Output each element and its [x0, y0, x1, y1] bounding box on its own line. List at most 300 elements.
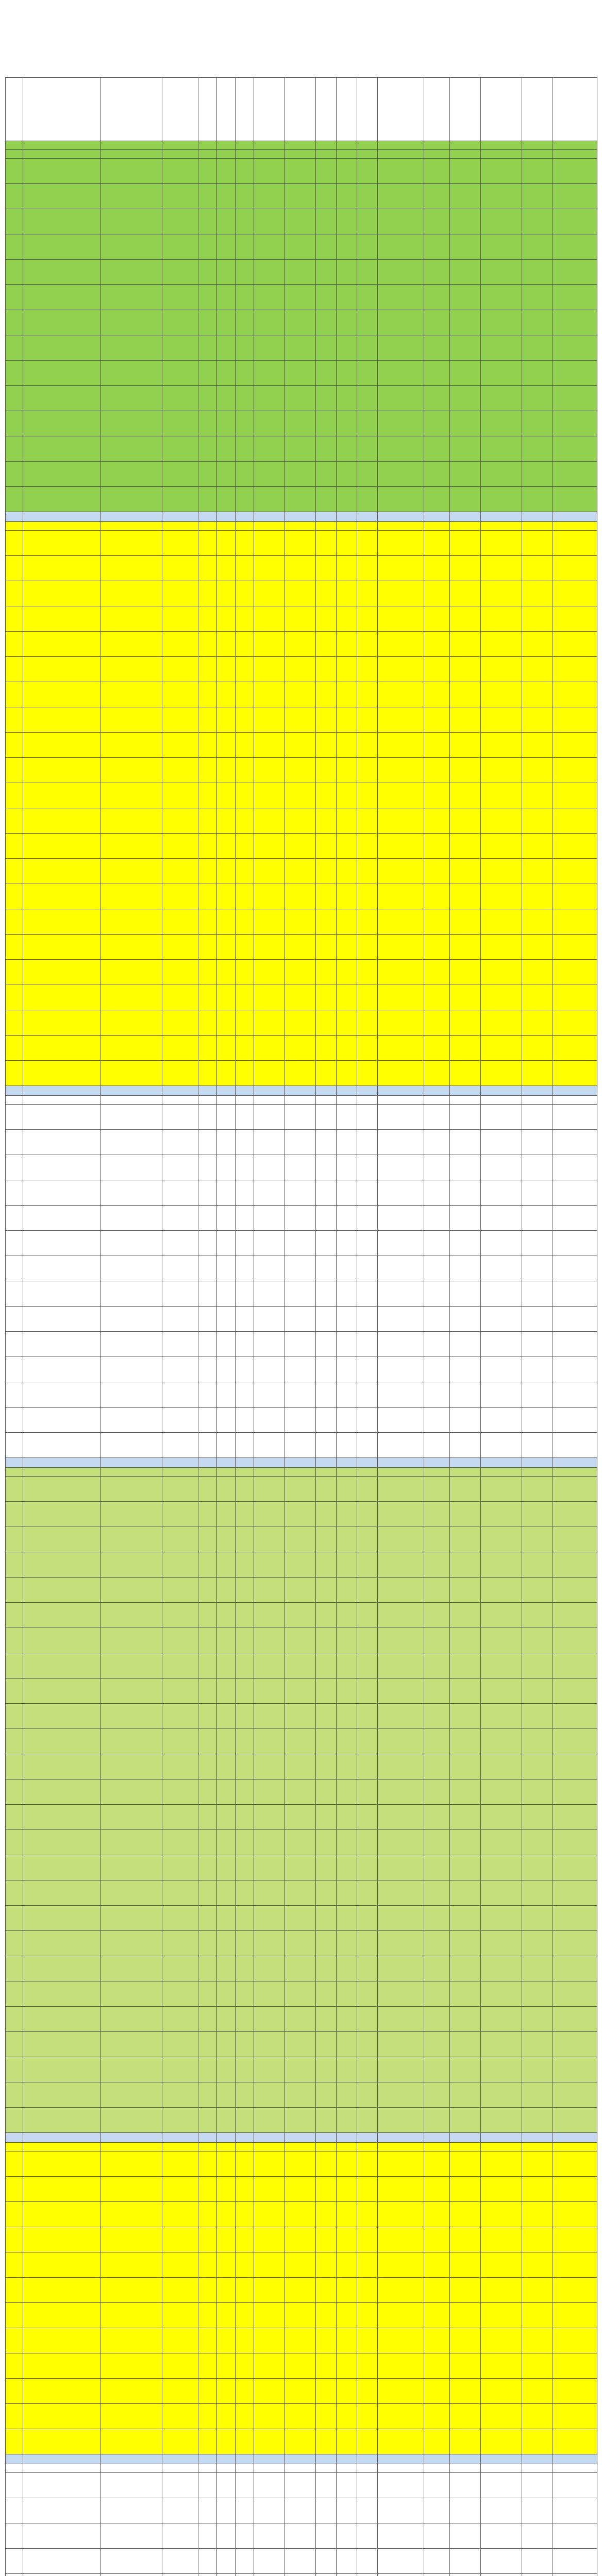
table-cell [162, 632, 198, 657]
table-cell [357, 960, 378, 985]
table-cell [450, 411, 481, 436]
table-cell [285, 2108, 316, 2133]
table-cell [424, 985, 450, 1010]
table-cell [162, 1931, 198, 1956]
table-cell [285, 2007, 316, 2032]
table-cell [6, 1281, 23, 1307]
table-cell [357, 2454, 378, 2464]
table-row [6, 657, 597, 682]
table-cell [6, 1679, 23, 1704]
table-cell [316, 2252, 337, 2278]
table-cell [357, 1729, 378, 1754]
table-cell [285, 1552, 316, 1578]
table-cell [101, 632, 162, 657]
table-cell [6, 1155, 23, 1180]
table-cell [254, 1281, 285, 1307]
table-cell [217, 1332, 236, 1357]
table-cell [424, 2464, 450, 2473]
report-title-line-3 [5, 19, 597, 26]
table-cell [522, 2143, 553, 2151]
table-cell [450, 1477, 481, 1502]
table-cell [337, 522, 357, 531]
table-cell [6, 1130, 23, 1155]
table-cell [6, 2278, 23, 2303]
table-cell [481, 2549, 522, 2574]
table-cell [285, 657, 316, 682]
table-cell [217, 2108, 236, 2133]
table-cell [424, 1281, 450, 1307]
table-cell [236, 1880, 254, 1906]
table-cell [481, 556, 522, 581]
table-cell [378, 2379, 424, 2404]
table-cell [254, 1830, 285, 1855]
table-cell [23, 1956, 101, 1981]
table-cell [6, 1502, 23, 1527]
table-cell [285, 436, 316, 462]
table-cell [198, 1332, 217, 1357]
table-cell [217, 1477, 236, 1502]
table-cell [23, 1206, 101, 1231]
table-cell [101, 1382, 162, 1408]
table-cell [316, 2473, 337, 2498]
table-cell [254, 1256, 285, 1281]
table-cell [198, 2353, 217, 2379]
table-cell [357, 2574, 378, 2576]
table-cell [450, 2454, 481, 2464]
table-cell [522, 522, 553, 531]
table-cell [316, 2574, 337, 2576]
table-cell [217, 1231, 236, 1256]
table-cell [378, 411, 424, 436]
table-cell [236, 1256, 254, 1281]
table-cell [254, 512, 285, 522]
table-cell [553, 1628, 597, 1653]
table-cell [162, 2278, 198, 2303]
table-cell [236, 2108, 254, 2133]
table-cell [6, 1653, 23, 1679]
table-cell [285, 733, 316, 758]
table-cell [316, 1880, 337, 1906]
table-cell [101, 487, 162, 512]
table-cell [101, 581, 162, 606]
table-cell [357, 1552, 378, 1578]
table-cell [316, 657, 337, 682]
table-cell [481, 234, 522, 260]
table-cell [553, 1281, 597, 1307]
table-cell [378, 1408, 424, 1433]
table-cell [6, 2303, 23, 2328]
table-cell [316, 260, 337, 285]
table-cell [522, 1130, 553, 1155]
table-cell [481, 2202, 522, 2227]
table-cell [337, 2177, 357, 2202]
table-row [6, 1231, 597, 1256]
table-cell [357, 310, 378, 335]
table-cell [254, 361, 285, 386]
table-cell [254, 2454, 285, 2464]
table-cell [481, 1096, 522, 1105]
table-cell [6, 1036, 23, 1061]
table-cell [198, 2007, 217, 2032]
table-cell [23, 1830, 101, 1855]
table-cell [424, 1628, 450, 1653]
table-cell [424, 386, 450, 411]
table-cell [101, 1578, 162, 1603]
table-cell [481, 2328, 522, 2353]
table-row [6, 2404, 597, 2429]
table-cell [217, 2133, 236, 2143]
table-cell [162, 260, 198, 285]
table-cell [481, 512, 522, 522]
table-cell [254, 2007, 285, 2032]
table-cell [357, 808, 378, 834]
table-cell [378, 581, 424, 606]
table-cell [101, 2151, 162, 2177]
table-cell [337, 1307, 357, 1332]
table-cell [162, 1552, 198, 1578]
table-cell [337, 707, 357, 733]
table-cell [522, 361, 553, 386]
table-cell [198, 1357, 217, 1382]
table-cell [101, 1805, 162, 1830]
table-cell [450, 522, 481, 531]
table-cell [217, 1155, 236, 1180]
table-cell [6, 1206, 23, 1231]
table-cell [23, 606, 101, 632]
table-cell [357, 1096, 378, 1105]
table-cell [337, 1332, 357, 1357]
table-cell [198, 411, 217, 436]
table-cell [23, 1603, 101, 1628]
table-cell [337, 1061, 357, 1086]
table-cell [378, 556, 424, 581]
table-cell [357, 1458, 378, 1468]
table-cell [254, 758, 285, 783]
table-cell [337, 2082, 357, 2108]
table-cell [424, 1408, 450, 1433]
table-cell [236, 1206, 254, 1231]
table-cell [522, 512, 553, 522]
table-cell [285, 2082, 316, 2108]
table-cell [217, 1931, 236, 1956]
table-cell [424, 1578, 450, 1603]
table-cell [553, 2151, 597, 2177]
table-cell [316, 1931, 337, 1956]
table-cell [198, 2057, 217, 2082]
table-cell [254, 834, 285, 859]
table-cell [378, 2082, 424, 2108]
table-cell [424, 260, 450, 285]
table-cell [198, 1130, 217, 1155]
table-cell [6, 209, 23, 234]
table-cell [522, 1096, 553, 1105]
table-cell [6, 1830, 23, 1855]
table-row [6, 159, 597, 184]
table-cell [6, 285, 23, 310]
table-cell [285, 1061, 316, 1086]
table-cell [424, 2252, 450, 2278]
table-cell [316, 2328, 337, 2353]
table-cell [101, 909, 162, 935]
table-cell [522, 1231, 553, 1256]
table-cell [254, 2303, 285, 2328]
table-cell [450, 1653, 481, 1679]
table-cell [357, 1880, 378, 1906]
table-cell [450, 783, 481, 808]
table-row [6, 1382, 597, 1408]
table-cell [198, 2328, 217, 2353]
table-cell [285, 2227, 316, 2252]
table-cell [316, 1653, 337, 1679]
table-cell [553, 150, 597, 159]
table-cell [522, 1704, 553, 1729]
table-cell [198, 234, 217, 260]
table-cell [162, 758, 198, 783]
table-cell [337, 1502, 357, 1527]
table-cell [23, 2202, 101, 2227]
table-cell [553, 2574, 597, 2576]
table-cell [450, 758, 481, 783]
table-cell [217, 859, 236, 884]
table-cell [101, 2202, 162, 2227]
table-cell [357, 1408, 378, 1433]
table-cell [236, 707, 254, 733]
table-cell [236, 285, 254, 310]
table-cell [101, 2177, 162, 2202]
table-cell [337, 2303, 357, 2328]
table-cell [357, 556, 378, 581]
column-header-row [6, 78, 597, 141]
table-cell [254, 1578, 285, 1603]
table-cell [522, 935, 553, 960]
table-row [6, 386, 597, 411]
table-cell [236, 632, 254, 657]
table-cell [101, 2464, 162, 2473]
table-cell [522, 808, 553, 834]
table-cell [481, 707, 522, 733]
table-cell [162, 335, 198, 361]
table-cell [101, 2082, 162, 2108]
table-cell [162, 2454, 198, 2464]
table-cell [217, 2523, 236, 2549]
table-cell [217, 361, 236, 386]
table-cell [553, 2057, 597, 2082]
table-cell [424, 2177, 450, 2202]
table-cell [198, 1679, 217, 1704]
table-cell [424, 1906, 450, 1931]
table-cell [316, 522, 337, 531]
table-cell [23, 2108, 101, 2133]
table-cell [553, 556, 597, 581]
table-cell [217, 960, 236, 985]
table-cell [198, 2454, 217, 2464]
table-cell [285, 234, 316, 260]
table-cell [450, 2498, 481, 2523]
table-cell [236, 2133, 254, 2143]
table-cell [522, 1408, 553, 1433]
table-cell [337, 1180, 357, 1206]
table-cell [236, 1906, 254, 1931]
table-cell [254, 1679, 285, 1704]
table-cell [198, 909, 217, 935]
table-cell [101, 1704, 162, 1729]
table-cell [316, 1468, 337, 1477]
table-row [6, 2082, 597, 2108]
table-cell [23, 859, 101, 884]
table-cell [254, 707, 285, 733]
table-cell [357, 361, 378, 386]
table-cell [378, 1653, 424, 1679]
table-cell [217, 985, 236, 1010]
table-cell [522, 556, 553, 581]
table-cell [553, 1036, 597, 1061]
table-cell [285, 1307, 316, 1332]
table-cell [424, 884, 450, 909]
table-cell [198, 1468, 217, 1477]
table-cell [378, 335, 424, 361]
table-cell [424, 2574, 450, 2576]
table-cell [450, 1880, 481, 1906]
table-row [6, 1880, 597, 1906]
table-cell [236, 2252, 254, 2278]
table-cell [254, 1931, 285, 1956]
table-cell [424, 2523, 450, 2549]
table-cell [23, 1729, 101, 1754]
table-cell [316, 1754, 337, 1780]
table-cell [337, 1206, 357, 1231]
table-cell [198, 2133, 217, 2143]
table-cell [236, 310, 254, 335]
table-row [6, 234, 597, 260]
table-cell [522, 1010, 553, 1036]
table-cell [23, 1780, 101, 1805]
table-cell [357, 1931, 378, 1956]
table-cell [101, 1729, 162, 1754]
table-cell [378, 1477, 424, 1502]
table-cell [198, 1729, 217, 1754]
table-cell [162, 2177, 198, 2202]
table-cell [6, 234, 23, 260]
table-cell [553, 1502, 597, 1527]
table-cell [23, 632, 101, 657]
table-cell [101, 1830, 162, 1855]
table-cell [236, 2353, 254, 2379]
table-cell [285, 2303, 316, 2328]
table-cell [553, 361, 597, 386]
table-cell [316, 909, 337, 935]
table-cell [378, 808, 424, 834]
table-cell [162, 2464, 198, 2473]
table-cell [198, 1552, 217, 1578]
table-cell [236, 1458, 254, 1468]
table-cell [254, 159, 285, 184]
table-cell [522, 2473, 553, 2498]
table-cell [316, 184, 337, 209]
table-cell [162, 1679, 198, 1704]
table-cell [450, 1552, 481, 1578]
table-cell [378, 859, 424, 884]
table-cell [424, 1357, 450, 1382]
table-cell [23, 150, 101, 159]
table-cell [236, 1155, 254, 1180]
table-cell [236, 935, 254, 960]
subtotal-row [6, 2133, 597, 2143]
table-cell [424, 2379, 450, 2404]
column-header [6, 78, 23, 141]
table-cell [285, 2057, 316, 2082]
table-cell [254, 2429, 285, 2454]
table-cell [424, 859, 450, 884]
table-cell [522, 2278, 553, 2303]
table-row [6, 1180, 597, 1206]
table-cell [254, 1477, 285, 1502]
table-cell [450, 2082, 481, 2108]
table-cell [198, 1458, 217, 1468]
section-heading-row [6, 522, 597, 531]
table-cell [285, 2151, 316, 2177]
table-row [6, 2057, 597, 2082]
table-cell [450, 209, 481, 234]
table-row [6, 1653, 597, 1679]
table-cell [316, 1780, 337, 1805]
table-cell [316, 1332, 337, 1357]
table-cell [553, 1061, 597, 1086]
table-row [6, 1956, 597, 1981]
table-cell [6, 1357, 23, 1382]
table-cell [285, 985, 316, 1010]
table-cell [6, 531, 23, 556]
table-row [6, 935, 597, 960]
table-cell [450, 2108, 481, 2133]
table-cell [450, 581, 481, 606]
table-cell [337, 2498, 357, 2523]
table-row [6, 1357, 597, 1382]
table-cell [101, 2498, 162, 2523]
table-cell [522, 1155, 553, 1180]
table-cell [316, 1855, 337, 1880]
table-cell [378, 2464, 424, 2473]
table-cell [162, 834, 198, 859]
table-cell [481, 1036, 522, 1061]
table-cell [217, 2473, 236, 2498]
table-cell [357, 1357, 378, 1382]
table-cell [23, 285, 101, 310]
table-cell [101, 1061, 162, 1086]
table-cell [481, 1754, 522, 1780]
table-cell [254, 2523, 285, 2549]
table-cell [450, 2353, 481, 2379]
table-cell [424, 2108, 450, 2133]
table-cell [424, 2549, 450, 2574]
table-cell [378, 487, 424, 512]
section-heading-row [6, 150, 597, 159]
table-cell [357, 632, 378, 657]
table-cell [553, 2473, 597, 2498]
table-cell [522, 1628, 553, 1653]
table-cell [285, 2404, 316, 2429]
table-cell [553, 1956, 597, 1981]
table-cell [424, 2202, 450, 2227]
table-row [6, 1780, 597, 1805]
table-cell [23, 2429, 101, 2454]
table-cell [357, 834, 378, 859]
table-cell [481, 985, 522, 1010]
table-cell [378, 1130, 424, 1155]
table-cell [285, 909, 316, 935]
table-cell [6, 1981, 23, 2007]
table-cell [23, 2549, 101, 2574]
table-cell [378, 935, 424, 960]
